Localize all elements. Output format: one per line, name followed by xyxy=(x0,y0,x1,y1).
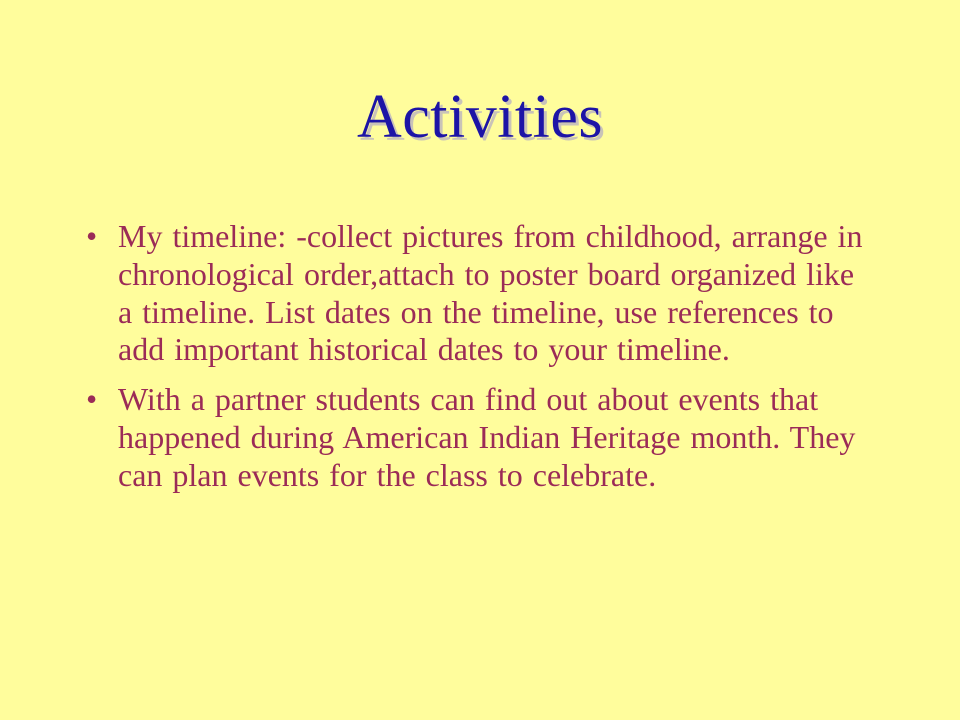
bullet-dot-icon: • xyxy=(86,381,98,417)
bullet-dot-icon: • xyxy=(86,218,98,254)
bullet-text-timeline: My timeline: -collect pictures from childhood, arrange in chronological order,attach to poster board organized like a timeline. List dates on the timeline, use references to add important historical dates to your timeline. xyxy=(118,218,863,368)
bullet-item-timeline xyxy=(86,218,866,369)
bullet-text-partner-activity: With a partner students can find out about events that happened during American Indian Heritage month. They can plan events for the class to celebrate. xyxy=(118,381,856,493)
bullet-item-partner-activity xyxy=(86,381,866,494)
bullet-list xyxy=(86,218,866,506)
slide-title: Activities xyxy=(356,83,604,151)
